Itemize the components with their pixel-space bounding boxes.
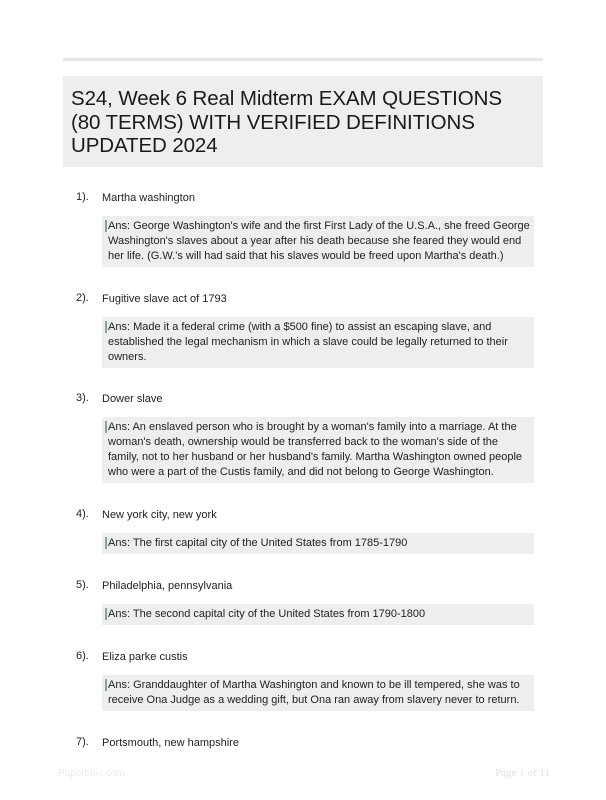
qa-item [63,291,543,368]
footer-watermark: Paperbbic.com [58,768,125,779]
question-row [63,507,543,523]
qa-item [63,649,543,711]
qa-item [63,391,543,483]
question-number: 3). [76,392,89,404]
question-number: 2). [76,292,89,304]
question-term: Portsmouth, new hampshire [102,737,239,749]
answer-box: Ans: Granddaughter of Martha Washington and known to be ill tempered, she was to receive Ona Judge as a wedding gift, but Ona ran away from slavery never to return. [102,675,534,711]
answer-box: Ans: An enslaved person who is brought by a woman's family into a marriage. At the woman's death, ownership would be transferred back to the woman's side of the family, not to her husband or her husband's family. Martha Washington owned people who were a part of the Custis family, and did not belong to George Washington. [102,417,534,483]
question-number: 7). [76,736,89,748]
question-row [63,735,543,751]
question-term: Fugitive slave act of 1793 [102,293,227,305]
answer-box: Ans: The first capital city of the United States from 1785-1790 [102,533,534,554]
question-row [63,391,543,407]
question-row [63,649,543,665]
title-box [63,76,543,167]
answer-box: Ans: The second capital city of the United States from 1790-1800 [102,604,534,625]
question-term: New york city, new york [102,509,217,521]
top-divider [63,58,543,61]
question-number: 6). [76,650,89,662]
question-number: 1). [76,191,89,203]
document-title: S24, Week 6 Real Midterm EXAM QUESTIONS (80 TERMS) WITH VERIFIED DEFINITIONS UPDATED 2024 [71,87,502,157]
question-term: Martha washington [102,192,195,204]
qa-item [63,578,543,625]
question-term: Eliza parke custis [102,651,188,663]
question-row [63,578,543,594]
qa-item [63,735,543,751]
qa-list [63,190,543,751]
page-number: Page 1 of 11 [495,767,550,779]
question-number: 4). [76,508,89,520]
question-number: 5). [76,579,89,591]
question-row [63,291,543,307]
answer-box: Ans: George Washington's wife and the first First Lady of the U.S.A., she freed George Washington's slaves about a year after his death because she feared they would end her life. (G.W.'s will had said that his slaves would be freed upon Martha's death.) [102,216,534,267]
question-term: Philadelphia, pennsylvania [102,580,233,592]
question-row [63,190,543,206]
qa-item [63,190,543,267]
qa-item [63,507,543,554]
question-term: Dower slave [102,393,163,405]
answer-box: Ans: Made it a federal crime (with a $500 fine) to assist an escaping slave, and established the legal mechanism in which a slave could be legally returned to their owners. [102,317,534,368]
